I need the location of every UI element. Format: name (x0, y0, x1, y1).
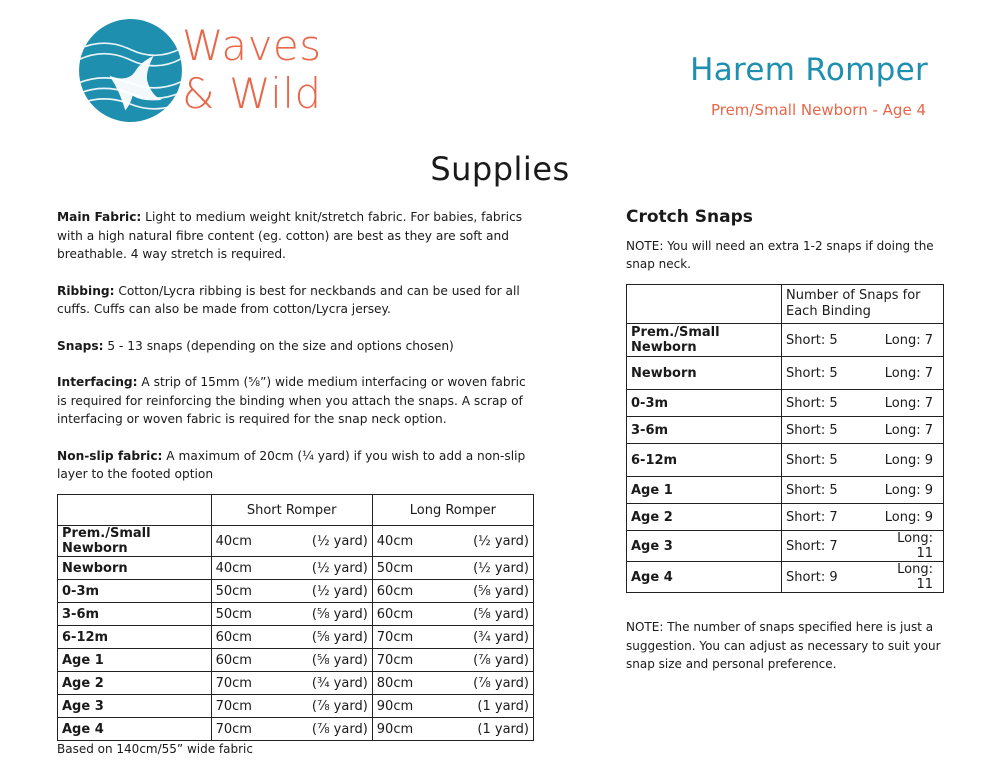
supply-non-slip (57, 447, 537, 484)
table-row (627, 562, 944, 593)
supply-label: Non-slip fabric: (57, 448, 163, 463)
table-cell-long-cm: 90cm (372, 695, 420, 718)
table-cell-long-yard: (¾ yard) (421, 626, 534, 649)
table-cell-short-cm: 70cm (211, 718, 259, 741)
crotch-snaps-note-bottom: NOTE: The number of snaps specified here is just a suggestion. You can adjust as necessary to suit your snap size and personal preference. (626, 620, 941, 671)
table-cell-long-snaps: Long: 7 (880, 417, 944, 444)
table-row (627, 417, 944, 444)
table-cell-long-cm: 70cm (372, 626, 420, 649)
table-cell-long-yard: (1 yard) (421, 695, 534, 718)
table-cell-short-snaps: Short: 5 (782, 357, 881, 390)
table-row (58, 526, 534, 557)
table-row (58, 695, 534, 718)
table-cell-long-snaps: Long: 11 (880, 562, 944, 593)
brand-line-2: & Wild (182, 69, 322, 118)
table-cell-size: Age 1 (627, 477, 782, 504)
whale-tail-wave-icon (78, 18, 183, 123)
table-cell-short-snaps: Short: 5 (782, 444, 881, 477)
supply-snaps (57, 337, 537, 356)
table-cell-long-yard: (½ yard) (421, 526, 534, 557)
table-cell-size: 0-3m (58, 580, 212, 603)
table-cell-short-snaps: Short: 5 (782, 324, 881, 357)
table-cell-long-yard: (⅝ yard) (421, 580, 534, 603)
table-row (58, 672, 534, 695)
table-row (58, 580, 534, 603)
table-cell-long-yard: (1 yard) (421, 718, 534, 741)
table-header-long: Long Romper (372, 495, 533, 526)
table-cell-long-snaps: Long: 11 (880, 531, 944, 562)
brand-line-1: Waves (182, 21, 322, 70)
supply-text: A maximum of 20cm (¼ yard) if you wish to add a non-slip layer to the footed option (57, 448, 526, 481)
page-heading: Supplies (430, 150, 570, 188)
table-cell-short-cm: 50cm (211, 603, 259, 626)
supplies-list (57, 208, 537, 502)
supply-label: Ribbing: (57, 283, 115, 298)
table-cell-long-yard: (⅞ yard) (421, 672, 534, 695)
table-cell-size: 3-6m (58, 603, 212, 626)
table-row (58, 626, 534, 649)
table-cell-size: Prem./Small Newborn (58, 526, 212, 557)
table-row (58, 603, 534, 626)
table-cell-size: Age 3 (58, 695, 212, 718)
crotch-snaps-note-top: NOTE: You will need an extra 1-2 snaps if doing the snap neck. (626, 239, 934, 271)
table-cell-size: Age 2 (58, 672, 212, 695)
table-cell-size: Newborn (58, 557, 212, 580)
table-cell-short-snaps: Short: 9 (782, 562, 881, 593)
table-cell-long-cm: 70cm (372, 649, 420, 672)
table-row (627, 531, 944, 562)
table-cell-short-cm: 40cm (211, 557, 259, 580)
supply-ribbing (57, 282, 537, 319)
supply-text: Light to medium weight knit/stretch fabric. For babies, fabrics with a high natural fibre content (eg. cotton) are best as they are soft and breathable. 4 way stretch is required. (57, 210, 523, 261)
table-cell-long-cm: 60cm (372, 580, 420, 603)
table-cell-short-cm: 60cm (211, 626, 259, 649)
table-cell-long-yard: (½ yard) (421, 557, 534, 580)
table-cell-short-yard: (⅝ yard) (260, 603, 373, 626)
table-cell-short-cm: 60cm (211, 649, 259, 672)
table-cell-short-yard: (½ yard) (260, 526, 373, 557)
table-cell-size: Age 4 (627, 562, 782, 593)
table-cell-long-cm: 90cm (372, 718, 420, 741)
table-cell-long-yard: (⅞ yard) (421, 649, 534, 672)
table-header-snaps: Number of Snaps for Each Binding (782, 285, 944, 324)
table-cell-short-cm: 50cm (211, 580, 259, 603)
table-row (627, 444, 944, 477)
table-cell-short-yard: (⅝ yard) (260, 626, 373, 649)
table-row (58, 718, 534, 741)
table-cell-short-yard: (¾ yard) (260, 672, 373, 695)
table-cell-size: Age 1 (58, 649, 212, 672)
table-cell-long-snaps: Long: 9 (880, 444, 944, 477)
table-cell-short-cm: 40cm (211, 526, 259, 557)
table-row (627, 477, 944, 504)
table-cell-short-yard: (½ yard) (260, 557, 373, 580)
table-cell-size: 6-12m (627, 444, 782, 477)
table-cell-long-snaps: Long: 7 (880, 390, 944, 417)
table-row (627, 390, 944, 417)
table-cell-size: 0-3m (627, 390, 782, 417)
table-cell-long-snaps: Long: 9 (880, 477, 944, 504)
table-cell-size: Age 3 (627, 531, 782, 562)
table-header-short: Short Romper (211, 495, 372, 526)
brand-name (182, 22, 322, 118)
supply-text: 5 - 13 snaps (depending on the size and options chosen) (107, 338, 454, 353)
supply-label: Main Fabric: (57, 210, 142, 224)
table-cell-long-cm: 50cm (372, 557, 420, 580)
supply-label: Interfacing: (57, 375, 138, 389)
table-row (627, 357, 944, 390)
table-cell-size: 6-12m (58, 626, 212, 649)
supply-label: Snaps: (57, 338, 104, 353)
table-cell-long-cm: 80cm (372, 672, 420, 695)
table-cell-short-cm: 70cm (211, 695, 259, 718)
table-cell-short-cm: 70cm (211, 672, 259, 695)
supply-text: A strip of 15mm (⅝”) wide medium interfacing or woven fabric is required for reinforcing the binding when you attach the snaps. A scrap of interfacing or woven fabric is required for the snap neck option. (57, 375, 526, 426)
table-cell-long-cm: 60cm (372, 603, 420, 626)
table-cell-long-cm: 40cm (372, 526, 420, 557)
table-row (58, 649, 534, 672)
table-cell-short-yard: (⅞ yard) (260, 718, 373, 741)
table-cell-long-snaps: Long: 7 (880, 357, 944, 390)
document-subtitle: Prem/Small Newborn - Age 4 (710, 101, 926, 119)
fabric-footnote: Based on 140cm/55” wide fabric (57, 742, 253, 756)
document-title: Harem Romper (690, 52, 928, 88)
table-cell-short-snaps: Short: 7 (782, 504, 881, 531)
table-cell-short-snaps: Short: 7 (782, 531, 881, 562)
supply-interfacing (57, 373, 537, 429)
table-cell-long-snaps: Long: 7 (880, 324, 944, 357)
table-header-row (58, 495, 534, 526)
table-row (627, 504, 944, 531)
table-cell-short-snaps: Short: 5 (782, 477, 881, 504)
table-header-empty (58, 495, 212, 526)
table-cell-short-yard: (⅞ yard) (260, 695, 373, 718)
table-cell-size: Age 4 (58, 718, 212, 741)
table-cell-size: 3-6m (627, 417, 782, 444)
table-header-row (627, 285, 944, 324)
table-cell-short-snaps: Short: 5 (782, 390, 881, 417)
table-cell-short-snaps: Short: 5 (782, 417, 881, 444)
table-row (58, 557, 534, 580)
crotch-snaps-table (626, 284, 944, 593)
supply-main-fabric (57, 208, 537, 264)
table-cell-long-snaps: Long: 9 (880, 504, 944, 531)
fabric-requirements-table (57, 494, 534, 741)
table-cell-short-yard: (½ yard) (260, 580, 373, 603)
table-cell-size: Newborn (627, 357, 782, 390)
supply-text: Cotton/Lycra ribbing is best for neckbands and can be used for all cuffs. Cuffs can also be made from cotton/Lycra jersey. (57, 283, 520, 316)
table-cell-long-yard: (⅝ yard) (421, 603, 534, 626)
crotch-snaps-heading: Crotch Snaps (626, 207, 753, 227)
table-cell-size: Age 2 (627, 504, 782, 531)
table-cell-short-yard: (⅝ yard) (260, 649, 373, 672)
table-cell-size: Prem./Small Newborn (627, 324, 782, 357)
table-row (627, 324, 944, 357)
table-header-empty (627, 285, 782, 324)
